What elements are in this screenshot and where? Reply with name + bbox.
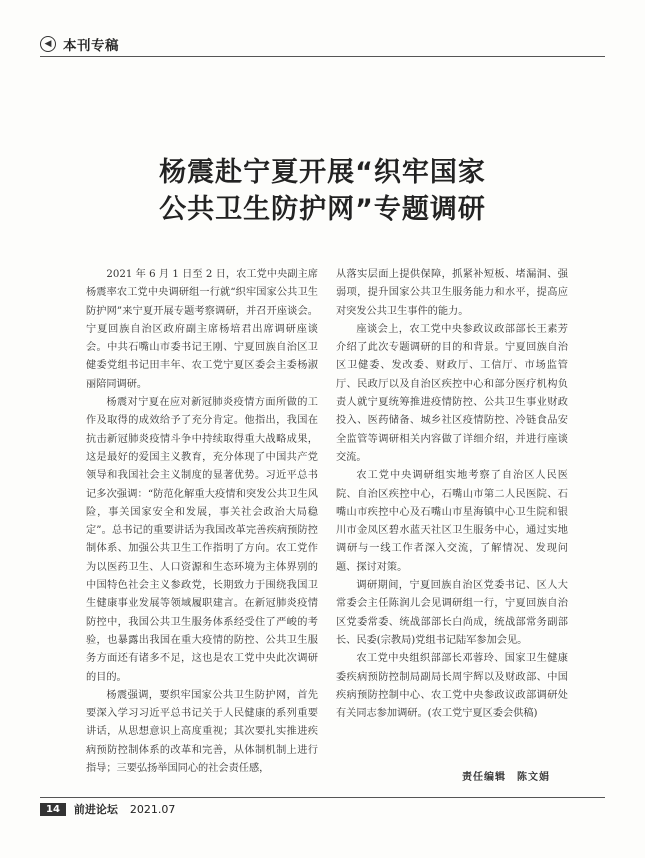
footer-divider bbox=[40, 797, 605, 798]
section-title: 本刊专稿 bbox=[63, 38, 119, 54]
body-paragraph: 农工党中央组织部部长邓蓉玲、国家卫生健康委疾病预防控制局副局长周宇辉以及财政部、中国疾病预防控制中心、农工党中央参政议政部调研处有关同志参加调研。(农工党宁夏区委会供稿) bbox=[336, 653, 568, 720]
responsible-editor: 责任编辑 陈文娟 bbox=[462, 772, 550, 783]
body-paragraph: 座谈会上，农工党中央参政议政部部长王素芳介绍了此次专题调研的目的和背景。宁夏回族自治区卫健委、发改委、财政厅、工信厅、市场监管厅、民政厅以及自治区疾控中心和部分医疗机构负责人就宁夏统筹推进疫情防控、公共卫生事业财政投入、医药储备、城乡社区疫情防控、冷链食品安全监管等调研相关内容做了详细介绍，并进行座谈交流。 bbox=[336, 323, 568, 463]
header-divider bbox=[40, 56, 605, 57]
body-paragraph: 杨震强调，要织牢国家公共卫生防护网，首先要深入学习习近平总书记关于人民健康的系列重要讲话，从思想意识上高度重视；其次要扎实推进疾病预防控制体系的改革和完善，从体制机制上进行指导；三要弘扬举国同心的社会责任感， bbox=[86, 689, 318, 775]
section-header bbox=[40, 34, 119, 54]
issue-date: 2021.07 bbox=[129, 802, 176, 816]
body-paragraph-continued: 从落实层面上提供保障，抓紧补短板、堵漏洞、强弱项，提升国家公共卫生服务能力和水平，提高应对突发公共卫生事件的能力。 bbox=[336, 269, 568, 317]
body-paragraph: 2021 年 6 月 1 日至 2 日，农工党中央副主席杨震率农工党中央调研组一行就“织牢国家公共卫生防护网”来宁夏开展专题考察调研，并召开座谈会。宁夏回族自治区政府副主席杨培君出席调研座谈会。中共石嘴山市委书记王刚、宁夏回族自治区卫健委党组书记田丰年、农工党宁夏区委会主委杨淑丽陪同调研。 bbox=[86, 269, 318, 390]
page-footer bbox=[40, 801, 175, 817]
body-paragraph: 农工党中央调研组实地考察了自治区人民医院、自治区疾控中心，石嘴山市第二人民医院、石嘴山市疾控中心及石嘴山市星海镇中心卫生院和银川市金凤区碧水蓝天社区卫生服务中心，通过实地调研与一线工作者深入交流，了解情况、发现问题、探讨对策。 bbox=[336, 470, 568, 573]
body-paragraph: 调研期间，宁夏回族自治区党委书记、区人大常委会主任陈润儿会见调研组一行，宁夏回族自治区党委常委、统战部部长白尚成，统战部常务副部长、民委(宗教局)党组书记陆军参加会见。 bbox=[336, 580, 568, 646]
page-number: 14 bbox=[40, 803, 66, 816]
journal-name: 前进论坛 bbox=[73, 803, 118, 816]
article-title-line-2: 公共卫生防护网”专题调研 bbox=[159, 194, 486, 225]
section-badge-icon: ◀ bbox=[40, 36, 56, 52]
article-title bbox=[0, 154, 645, 228]
article-title-line-1: 杨震赴宁夏开展“织牢国家 bbox=[159, 157, 486, 188]
body-column-left bbox=[86, 266, 318, 778]
body-paragraph: 杨震对宁夏在应对新冠肺炎疫情方面所做的工作及取得的成效给予了充分肯定。他指出，我国在抗击新冠肺炎疫情斗争中持续取得重大战略成果，这是最好的爱国主义教育，充分体现了中国共产党领导和我国社会主义制度的显著优势。习近平总书记多次强调：“防范化解重大疫情和突发公共卫生风险，事关国家安全和发展，事关社会政治大局稳定”。总书记的重要讲话为我国改革完善疾病预防控制体系、加强公共卫生工作指明了方向。农工党作为以医药卫生、人口资源和生态环境为主体界别的中国特色社会主义参政党，长期致力于围绕我国卫生健康事业发展等领域履职建言。在新冠肺炎疫情防控中，我国公共卫生服务体系经受住了严峻的考验，也暴露出我国在重大疫情的防控、公共卫生服务方面还有诸多不足，这也是农工党中央此次调研的目的。 bbox=[86, 397, 318, 683]
body-column-right bbox=[336, 266, 568, 723]
